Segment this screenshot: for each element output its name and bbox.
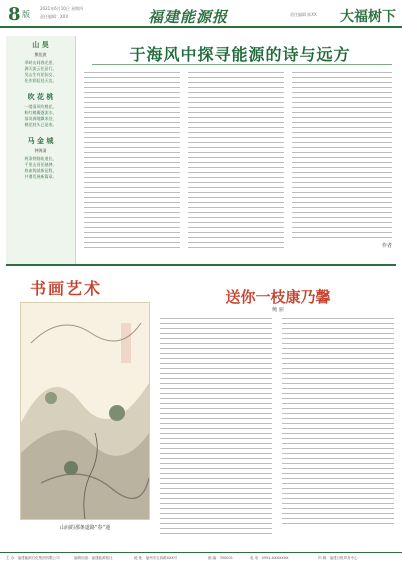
poem-column-2 <box>282 318 394 528</box>
paper-name: 福建能源报 <box>148 8 229 26</box>
poetry-sidebar <box>6 36 76 264</box>
poem-line: 千里山河任驰骋， <box>24 162 57 167</box>
footer-item: 地 址：福州市五四路XXX号 <box>134 556 178 560</box>
poem-line: 热血铸就新征程， <box>24 168 57 173</box>
footer-item: 主 办：福建能源石化集团有限公司 <box>6 556 60 560</box>
section-divider <box>6 264 396 266</box>
footer-item: 编辑出版：福建能源报社 <box>74 556 113 560</box>
sidebar-heading: 马 金 城 <box>27 136 54 145</box>
sidebar-author: 熊佳波 <box>34 52 47 57</box>
article-column-3 <box>292 72 392 249</box>
poem-line: 粉红桃瓣逐流水， <box>24 110 57 115</box>
poem-line: 一缕清风吹桃花， <box>24 104 57 109</box>
sidebar-author: 钟海清 <box>34 148 47 153</box>
page-number: 8 <box>8 4 21 25</box>
article-byline: 作者 <box>381 243 392 249</box>
sidebar-heading: 山 昊 <box>32 40 49 49</box>
issue-date: 2021年6月10日 星期四 <box>40 6 84 11</box>
footer-item: 印 刷：福建日报印务中心 <box>318 556 358 560</box>
painting-illustration <box>21 303 149 519</box>
poem-author: 鲍 丽 <box>272 307 284 313</box>
painting-caption: 山间的那条道路“春”通 <box>59 525 111 531</box>
poem-title: 送你一枝康乃馨 <box>225 288 331 306</box>
sidebar-heading: 吹 花 桃 <box>27 92 54 101</box>
art-section-title: 书画艺术 <box>30 279 103 298</box>
poem-column-1 <box>160 318 272 538</box>
footer-item: 邮 编：350001 <box>208 556 233 560</box>
page-header <box>0 0 402 28</box>
landscape-painting <box>20 302 150 520</box>
footer-item: 电 话：0591-XXXXXXX <box>250 556 289 560</box>
poem-line: 昊山生有花仙女， <box>24 72 57 77</box>
page-unit: 版 <box>22 10 30 19</box>
poem-line: 两条铁路轨道长， <box>24 156 57 161</box>
poem-line: 共谱发展新篇章。 <box>24 174 57 179</box>
article-column-1 <box>84 72 180 252</box>
title-rule <box>92 64 392 65</box>
poem-line: 翠岭山间春光里， <box>24 60 57 65</box>
article-column-2 <box>188 72 284 252</box>
poem-line: 桃花枝头已是家。 <box>24 122 57 127</box>
poem-line: 化作彩虹挂天边。 <box>24 78 57 83</box>
header-editor: 责任编辑：XXX <box>40 14 69 19</box>
poem-line: 满天流云任意行。 <box>24 66 57 71</box>
poem-line: 落英满地飘来处， <box>24 116 57 121</box>
section-name: 大福树下 <box>340 9 396 25</box>
page-footer <box>0 552 402 565</box>
article-title: 于海风中探寻能源的诗与远方 <box>129 45 351 64</box>
section-note: 责任编辑 陈XX <box>290 12 317 17</box>
